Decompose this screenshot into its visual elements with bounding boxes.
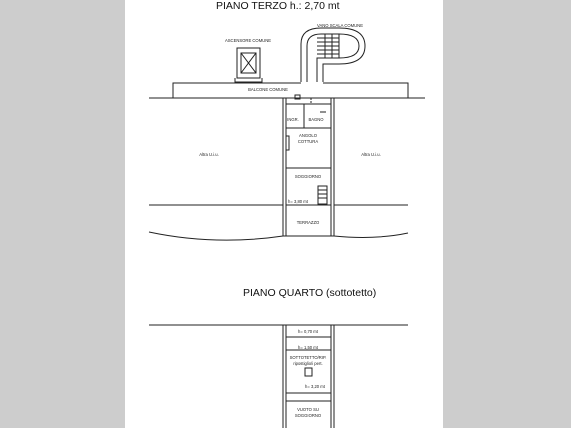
label-h-top: h= 0,70 mt: [298, 329, 318, 334]
terrace-edge-right: [334, 233, 408, 237]
label-terrazzo: TERRAZZO: [296, 220, 320, 225]
label-bagno: BAGNO: [308, 117, 324, 122]
label-ingr: INGR.: [287, 117, 299, 122]
floor4-title: PIANO QUARTO (sottotetto): [243, 287, 377, 299]
label-ripostiglio: ripostiglio/i pert.: [293, 361, 323, 366]
terrace-edge-left: [149, 232, 283, 240]
label-h-low: h= 3,20 mt: [305, 384, 325, 389]
label-altra-ui-right: Altra U.i.u.: [361, 152, 381, 157]
label-h-mid: h= 1,50 mt: [298, 345, 318, 350]
stair-core: [301, 28, 365, 82]
floor-plan-sheet: [125, 0, 443, 428]
label-sottotetto: SOTTOTETTO/RIP.: [289, 355, 327, 360]
attic-plan: [149, 325, 408, 428]
floor-plan-drawing: [125, 0, 443, 428]
label-angolo: ANGOLO: [299, 133, 317, 138]
label-vuoto: VUOTO SU: [297, 407, 319, 412]
label-ascensore: ASCENSORE COMUNE: [224, 38, 272, 43]
label-soggiorno: SOGGIORNO: [294, 174, 322, 179]
label-vuoto-soggiorno: SOGGIORNO: [294, 413, 322, 418]
label-cottura: COTTURA: [297, 139, 319, 144]
label-altra-ui-left: Altra U.i.u.: [199, 152, 219, 157]
floor3-title: PIANO TERZO h.: 2,70 mt: [216, 0, 340, 12]
label-balcone: BALCONE COMUNE: [248, 87, 288, 92]
label-vano-scala: VANO SCALA COMUNE: [317, 23, 363, 28]
label-h-soggiorno: h= 3,80 mt: [288, 199, 308, 204]
